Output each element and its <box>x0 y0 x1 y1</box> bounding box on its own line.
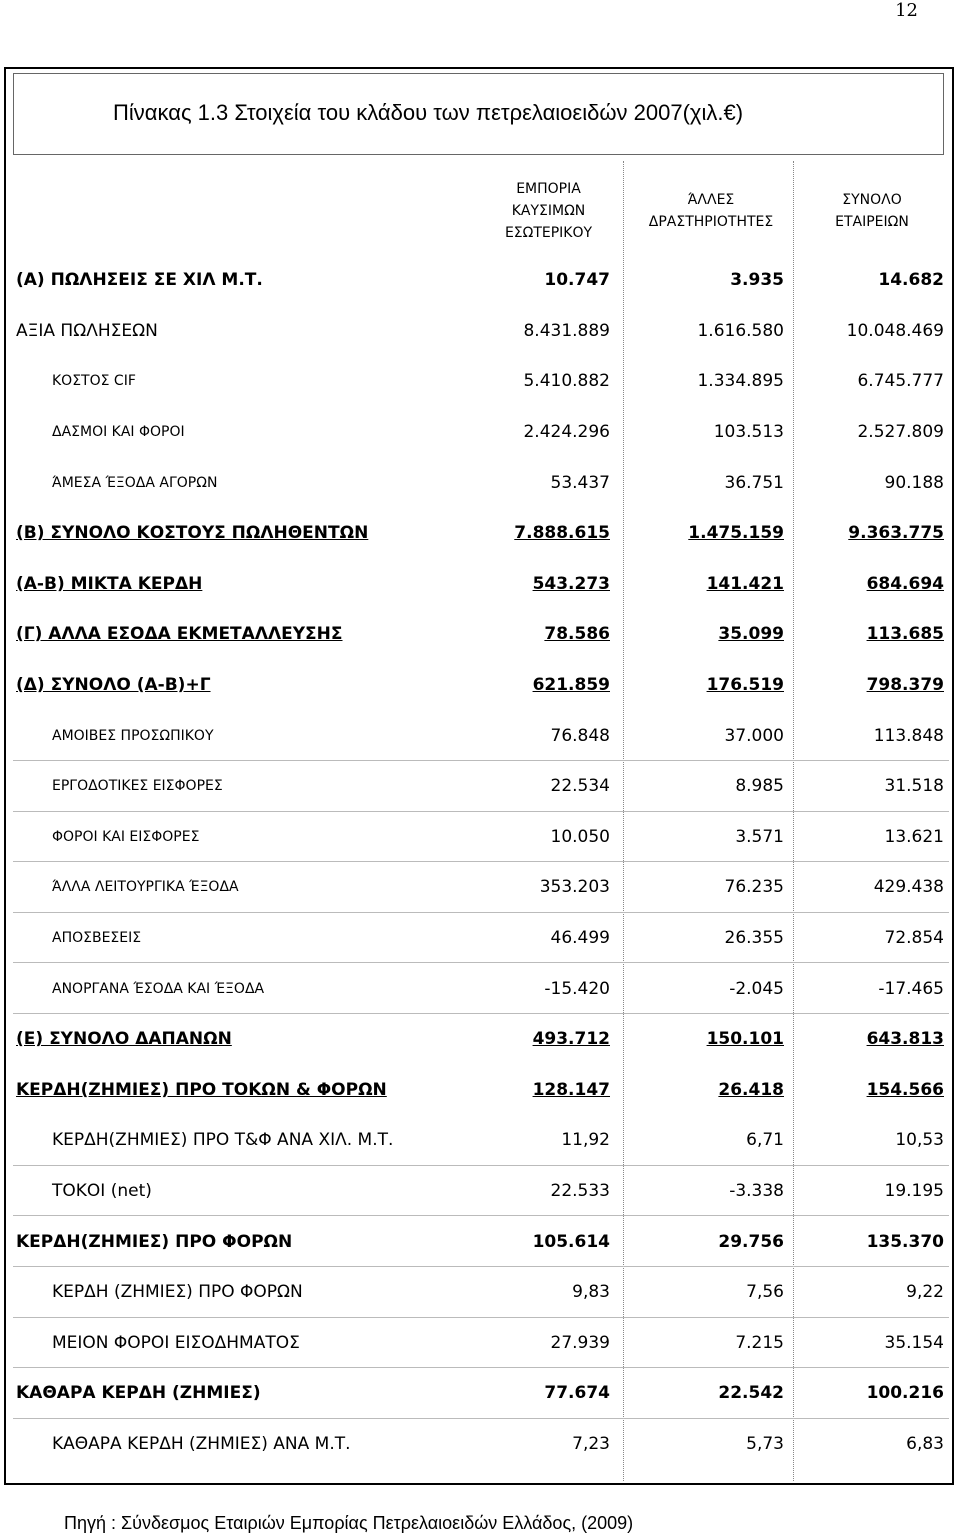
value-fuel-trading: 8.431.889 <box>523 320 610 341</box>
source-note: Πηγή : Σύνδεσμος Εταιριών Εμπορίας Πετρελαιοειδών Ελλάδος, (2009) <box>64 1513 634 1533</box>
value-other-activities: 36.751 <box>724 472 784 493</box>
value-fuel-trading: 27.939 <box>550 1332 610 1353</box>
value-other-activities: 6,71 <box>746 1130 784 1151</box>
value-other-activities: 7.215 <box>735 1332 784 1353</box>
value-fuel-trading: 53.437 <box>550 472 610 493</box>
table-row <box>6 559 952 610</box>
value-fuel-trading: 46.499 <box>550 928 610 949</box>
row-label: ΑΠΟΣΒΕΣΕΙΣ <box>52 930 142 947</box>
column-header-line: ΣΥΝΟΛΟ <box>842 192 902 208</box>
row-label: ΚΑΘΑΡΑ ΚΕΡΔΗ (ΖΗΜΙΕΣ) <box>16 1383 261 1404</box>
table-row <box>6 508 952 559</box>
value-fuel-trading: 2.424.296 <box>523 422 610 443</box>
row-label: ΆΛΛΑ ΛΕΙΤΟΥΡΓΙΚΑ ΈΞΟΔΑ <box>52 879 239 896</box>
value-other-activities: 26.355 <box>724 928 784 949</box>
value-text: 176.519 <box>706 675 784 696</box>
table-row <box>6 1014 952 1065</box>
value-company-total: 113.848 <box>873 725 944 746</box>
value-other-activities: -2.045 <box>729 978 784 999</box>
value-company-total: 6.745.777 <box>857 371 944 392</box>
row-label: ΤΟΚΟΙ (net) <box>52 1181 152 1202</box>
value-fuel-trading: 10.747 <box>544 270 610 291</box>
value-fuel-trading: 22.534 <box>550 776 610 797</box>
value-company-total: 429.438 <box>873 877 944 898</box>
value-text: 543.273 <box>532 573 610 594</box>
value-company-total: 100.216 <box>866 1383 944 1404</box>
value-company-total: 72.854 <box>884 928 944 949</box>
value-text: 7.888.615 <box>514 523 610 544</box>
table-row <box>6 1368 952 1419</box>
row-label: ΕΡΓΟΔΟΤΙΚΕΣ ΕΙΣΦΟΡΕΣ <box>52 778 223 795</box>
row-label <box>16 609 343 660</box>
table-row <box>6 255 952 306</box>
row-label <box>16 660 211 711</box>
value-company-total: 135.370 <box>866 1231 944 1252</box>
value-text: 113.685 <box>866 624 944 645</box>
value-company-total: -17.465 <box>878 978 944 999</box>
value-fuel-trading <box>470 508 610 559</box>
title-box <box>13 73 944 155</box>
value-fuel-trading: 22.533 <box>550 1181 610 1202</box>
value-text: 35.099 <box>718 624 784 645</box>
value-text: 621.859 <box>532 675 610 696</box>
table-row <box>6 710 952 761</box>
row-label: ΚΕΡΔΗ (ΖΗΜΙΕΣ) ΠΡΟ ΦΟΡΩΝ <box>52 1282 303 1303</box>
value-fuel-trading: 5.410.882 <box>523 371 610 392</box>
value-company-total <box>804 508 944 559</box>
value-other-activities <box>634 660 784 711</box>
value-other-activities: 3.571 <box>735 826 784 847</box>
table-frame <box>4 67 954 1485</box>
row-label: ΆΜΕΣΑ ΈΞΟΔΑ ΑΓΟΡΩΝ <box>52 474 218 491</box>
value-company-total: 6,83 <box>906 1434 944 1455</box>
table-row <box>6 306 952 357</box>
row-label-text: ΚΕΡΔΗ(ΖΗΜΙΕΣ) ΠΡΟ ΤΟΚΩΝ & ΦΟΡΩΝ <box>16 1079 387 1100</box>
value-other-activities: 7,56 <box>746 1282 784 1303</box>
table-row <box>6 862 952 913</box>
value-company-total <box>804 660 944 711</box>
value-other-activities: 103.513 <box>713 422 784 443</box>
column-header-line: ΔΡΑΣΤΗΡΙΟΤΗΤΕΣ <box>648 214 774 230</box>
table-row <box>6 457 952 508</box>
row-label <box>16 508 368 559</box>
value-fuel-trading <box>470 1014 610 1065</box>
row-label: ΚΕΡΔΗ(ΖΗΜΙΕΣ) ΠΡΟ Τ&Φ ΑΝΑ ΧΙΛ. Μ.Τ. <box>52 1130 394 1151</box>
value-company-total: 10,53 <box>895 1130 944 1151</box>
row-label: ΔΑΣΜΟΙ ΚΑΙ ΦΟΡΟΙ <box>52 424 185 441</box>
value-text: 128.147 <box>532 1079 610 1100</box>
table-row <box>6 1166 952 1217</box>
value-text: 798.379 <box>866 675 944 696</box>
value-other-activities: 29.756 <box>718 1231 784 1252</box>
row-label: (Α) ΠΩΛΗΣΕΙΣ ΣΕ ΧΙΛ Μ.Τ. <box>16 270 263 291</box>
value-other-activities: 1.334.895 <box>697 371 784 392</box>
value-other-activities <box>634 1014 784 1065</box>
table-row <box>6 963 952 1014</box>
table-row <box>6 356 952 407</box>
value-other-activities: 1.616.580 <box>697 320 784 341</box>
column-header-other-activities <box>626 161 796 261</box>
value-text: 493.712 <box>532 1029 610 1050</box>
row-label <box>16 1065 387 1116</box>
value-fuel-trading <box>470 609 610 660</box>
value-fuel-trading: 105.614 <box>532 1231 610 1252</box>
column-header-line: ΕΜΠΟΡΙΑ <box>516 181 581 197</box>
row-label-text: (Δ) ΣΥΝΟΛΟ (Α-Β)+Γ <box>16 675 211 696</box>
table-row <box>6 1419 952 1470</box>
column-header-line: ΚΑΥΣΙΜΩΝ <box>511 203 586 219</box>
value-text: 643.813 <box>866 1029 944 1050</box>
value-fuel-trading <box>470 559 610 610</box>
value-other-activities <box>634 1065 784 1116</box>
row-label <box>16 559 202 610</box>
row-label: ΑΝΟΡΓΑΝΑ ΈΣΟΔΑ ΚΑΙ ΈΞΟΔΑ <box>52 980 265 997</box>
row-label <box>16 1014 232 1065</box>
value-fuel-trading: 353.203 <box>539 877 610 898</box>
row-label: ΚΑΘΑΡΑ ΚΕΡΔΗ (ΖΗΜΙΕΣ) ΑΝΑ Μ.Τ. <box>52 1434 351 1455</box>
value-other-activities: 3.935 <box>730 270 784 291</box>
value-text: 78.586 <box>544 624 610 645</box>
value-fuel-trading: -15.420 <box>544 978 610 999</box>
value-company-total: 14.682 <box>878 270 944 291</box>
value-text: 1.475.159 <box>688 523 784 544</box>
value-company-total: 35.154 <box>884 1332 944 1353</box>
value-company-total <box>804 1014 944 1065</box>
column-header-line: ΕΤΑΙΡΕΙΩΝ <box>835 214 909 230</box>
value-fuel-trading <box>470 1065 610 1116</box>
value-fuel-trading: 11,92 <box>561 1130 610 1151</box>
table-row <box>6 1065 952 1116</box>
value-fuel-trading: 77.674 <box>544 1383 610 1404</box>
value-company-total: 19.195 <box>884 1181 944 1202</box>
row-label: ΚΟΣΤΟΣ CIF <box>52 373 136 390</box>
row-label: ΑΞΙΑ ΠΩΛΗΣΕΩΝ <box>16 320 158 341</box>
value-text: 141.421 <box>706 573 784 594</box>
table-row <box>6 761 952 812</box>
row-label-text: (Ε) ΣΥΝΟΛΟ ΔΑΠΑΝΩΝ <box>16 1029 232 1050</box>
table-row <box>6 812 952 863</box>
value-company-total <box>804 609 944 660</box>
value-other-activities: 22.542 <box>718 1383 784 1404</box>
value-fuel-trading <box>470 660 610 711</box>
value-fuel-trading: 76.848 <box>550 725 610 746</box>
table-row <box>6 1216 952 1267</box>
table-row <box>6 407 952 458</box>
value-other-activities <box>634 559 784 610</box>
value-other-activities: 5,73 <box>746 1434 784 1455</box>
value-text: 26.418 <box>718 1079 784 1100</box>
table-row <box>6 1115 952 1166</box>
row-label-text: (Γ) ΑΛΛΑ ΕΣΟΔΑ ΕΚΜΕΤΑΛΛΕΥΣΗΣ <box>16 624 343 645</box>
value-company-total: 90.188 <box>884 472 944 493</box>
value-company-total: 13.621 <box>884 826 944 847</box>
row-label-text: (Α-Β) ΜΙΚΤΑ ΚΕΡΔΗ <box>16 573 203 594</box>
value-company-total: 10.048.469 <box>846 320 944 341</box>
value-company-total <box>804 1065 944 1116</box>
column-header-line: ΕΣΩΤΕΡΙΚΟΥ <box>504 225 593 241</box>
value-fuel-trading: 7,23 <box>572 1434 610 1455</box>
value-other-activities: 8.985 <box>735 776 784 797</box>
table-row <box>6 1318 952 1369</box>
value-text: 9.363.775 <box>848 523 944 544</box>
value-other-activities: -3.338 <box>729 1181 784 1202</box>
value-text: 150.101 <box>706 1029 784 1050</box>
value-other-activities <box>634 609 784 660</box>
value-company-total: 9,22 <box>906 1282 944 1303</box>
row-label: ΚΕΡΔΗ(ΖΗΜΙΕΣ) ΠΡΟ ΦΟΡΩΝ <box>16 1231 293 1252</box>
column-header-line: ΆΛΛΕΣ <box>687 192 735 208</box>
value-fuel-trading: 9,83 <box>572 1282 610 1303</box>
value-text: 154.566 <box>866 1079 944 1100</box>
row-label-text: (Β) ΣΥΝΟΛΟ ΚΟΣΤΟΥΣ ΠΩΛΗΘΕΝΤΩΝ <box>16 523 369 544</box>
value-text: 684.694 <box>866 573 944 594</box>
row-label: ΜΕΙΟΝ ΦΟΡΟΙ ΕΙΣΟΔΗΜΑΤΟΣ <box>52 1332 300 1353</box>
value-other-activities: 76.235 <box>724 877 784 898</box>
value-other-activities <box>634 508 784 559</box>
page-number: 12 <box>895 0 918 21</box>
table-row <box>6 609 952 660</box>
value-fuel-trading: 10.050 <box>550 826 610 847</box>
value-company-total: 2.527.809 <box>857 422 944 443</box>
table-title: Πίνακας 1.3 Στοιχεία του κλάδου των πετρελαιοειδών 2007(χιλ.€) <box>113 100 744 125</box>
table-row <box>6 1267 952 1318</box>
row-label: ΦΟΡΟΙ ΚΑΙ ΕΙΣΦΟΡΕΣ <box>52 828 200 845</box>
value-company-total: 31.518 <box>884 776 944 797</box>
column-header-company-total <box>796 161 948 261</box>
table-row <box>6 660 952 711</box>
table-row <box>6 913 952 964</box>
row-label: ΑΜΟΙΒΕΣ ΠΡΟΣΩΠΙΚΟΥ <box>52 727 214 744</box>
column-header-fuel-trading <box>476 161 621 261</box>
value-other-activities: 37.000 <box>724 725 784 746</box>
value-company-total <box>804 559 944 610</box>
